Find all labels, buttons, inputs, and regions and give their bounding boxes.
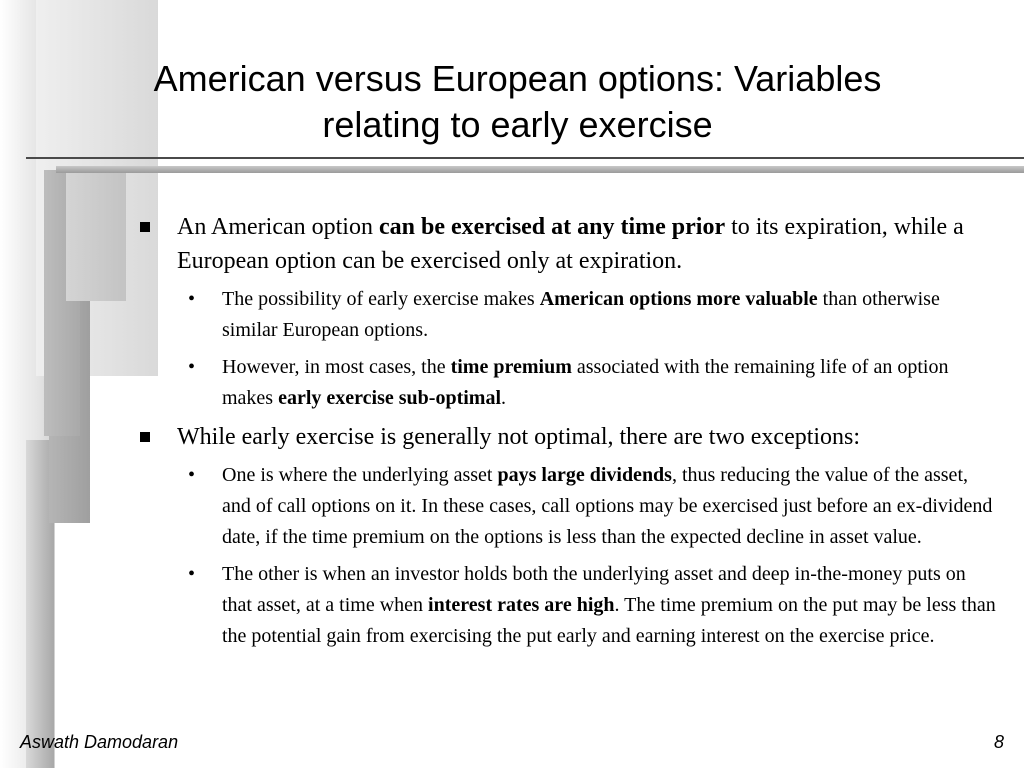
bullet-text: to its expiration, while a European option can be exercised only at expiration. [177, 214, 964, 274]
dot-bullet-icon: • [188, 563, 196, 585]
square-bullet-icon [140, 432, 150, 442]
sub-bullet-text: associated with the remaining life of an option makes [222, 356, 949, 409]
sub-bullet-emphasis: early exercise sub-optimal [278, 387, 502, 409]
sub-bullet-text: However, in most cases, the [222, 356, 451, 378]
sub-bullet-item [140, 559, 1000, 652]
sub-bullet-item [140, 460, 1000, 553]
bullet-text: While early exercise is generally not optimal, there are two exceptions: [177, 424, 861, 450]
sub-bullet-text: One is where the underlying asset [222, 464, 498, 486]
title-divider-bar [56, 166, 1024, 173]
square-bullet-icon [140, 222, 150, 232]
sub-bullet-emphasis: interest rates are high [428, 594, 615, 616]
bullet-text: An American option [177, 214, 379, 240]
dot-bullet-icon: • [188, 464, 196, 486]
bullet-item [140, 210, 1000, 278]
bullet-emphasis: can be exercised at any time prior [378, 214, 726, 240]
title-line: relating to early exercise [322, 104, 713, 145]
dot-bullet-icon: • [188, 356, 196, 378]
sub-bullet-text: . The time premium on the put may be less than the potential gain from exercising the put early and earning interest on the exercise price. [222, 594, 996, 647]
sub-bullet-emphasis: pays large dividends [497, 464, 672, 486]
decor-bar [66, 170, 126, 301]
title-line: American versus European options: Variables [153, 58, 882, 99]
slide-body [140, 210, 1000, 658]
sub-bullet-text: than otherwise similar European options. [222, 288, 940, 341]
sub-bullet-emphasis: time premium [450, 356, 572, 378]
sub-bullet-text: . [501, 387, 507, 409]
sub-bullet-item [140, 352, 1000, 414]
sub-bullet-item [140, 284, 1000, 346]
bullet-item [140, 420, 1000, 454]
dot-bullet-icon: • [188, 288, 196, 310]
sub-bullet-emphasis: American options more valuable [539, 288, 818, 310]
title-divider [26, 157, 1024, 159]
footer-author: Aswath Damodaran [20, 732, 179, 752]
slide-title [80, 56, 955, 148]
page-number: 8 [993, 732, 1004, 752]
sub-bullet-text: The other is when an investor holds both the underlying asset and deep in-the-money puts on that asset, at a time when [222, 563, 966, 616]
sub-bullet-text: The possibility of early exercise makes [222, 288, 540, 310]
sub-bullet-text: , thus reducing the value of the asset, and of call options on it. In these cases, call options may be exercised just before an ex-dividend date, if the time premium on the options is less than the expected decline in asset value. [222, 464, 993, 548]
